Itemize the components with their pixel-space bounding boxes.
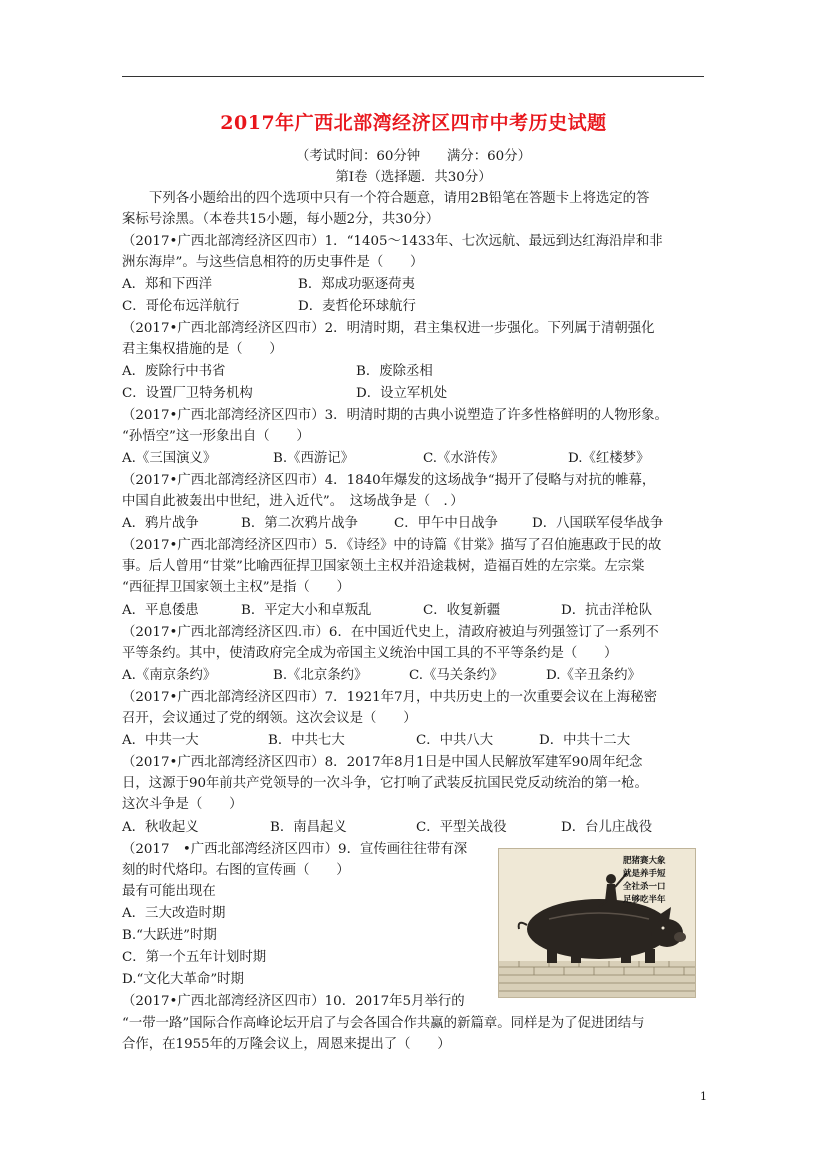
q1-option-d: D．麦哲伦环球航行 [298, 299, 416, 314]
q6-option-a: A.《南京条约》 [122, 668, 217, 683]
q3-option-b: B.《西游记》 [273, 451, 355, 466]
q1-option-a: A．郑和下西洋 [122, 277, 213, 292]
question-3-line-1: （2017•广西北部湾经济区四市）3．明清时期的古典小说塑造了许多性格鲜明的人物形象。 [122, 408, 668, 423]
q8-option-b: B．南昌起义 [270, 820, 347, 835]
question-8-line-1: （2017•广西北部湾经济区四市）8．2017年8月1日是中国人民解放军建军90周年纪念 [122, 755, 643, 770]
question-10-line-3: 合作，在1955年的万隆会议上，周恩来提出了（ ） [122, 1037, 451, 1052]
question-4-line-1: （2017•广西北部湾经济区四市）4．1840年爆发的这场战争“揭开了侵略与对抗的帷幕， [122, 473, 656, 488]
q6-option-d: D.《辛丑条约》 [546, 668, 641, 683]
instructions-line-1: 下列各小题给出的四个选项中只有一个符合题意，请用2B铅笔在答题卡上将选定的答 [149, 191, 650, 206]
q3-option-d: D.《红楼梦》 [568, 451, 650, 466]
q7-option-d: D．中共十二大 [539, 733, 631, 748]
q9-option-c: C．第一个五年计划时期 [122, 950, 267, 965]
q9-option-d: D.“文化大革命”时期 [122, 972, 244, 987]
question-5-line-2: 事。后人曾用“甘棠”比喻西征捍卫国家领土主权并沿途栽树，造福百姓的左宗棠。左宗棠 [122, 559, 645, 574]
q6-option-b: B.《北京条约》 [273, 668, 368, 683]
question-4-line-2: 中国自此被轰出中世纪，进入近代”。 这场战争是（ ．） [122, 494, 464, 509]
q4-option-a: A．鸦片战争 [122, 516, 199, 531]
exam-info: （考试时间：60分钟 满分：60分） [296, 149, 531, 164]
q1-option-c: C．哥伦布远洋航行 [122, 299, 240, 314]
header-rule [122, 76, 704, 77]
q4-option-c: C．甲午中日战争 [394, 516, 498, 531]
q8-option-a: A．秋收起义 [122, 820, 199, 835]
question-9-line-3: 最有可能出现在 [122, 884, 216, 899]
q2-option-c: C．设置厂卫特务机构 [122, 386, 253, 401]
poster-line-2: 就是养手短 [623, 869, 666, 879]
question-7-line-1: （2017•广西北部湾经济区四市）7．1921年7月，中共历史上的一次重要会议在上海秘密 [122, 690, 657, 705]
q7-option-a: A．中共一大 [122, 733, 199, 748]
poster-line-4: 足够吃半年 [623, 895, 666, 905]
question-3-line-2: “孙悟空”这一形象出自（ ） [122, 429, 310, 444]
question-8-line-2: 日，这源于90年前共产党领导的一次斗争，它打响了武装反抗国民党反动统治的第一枪。 [122, 776, 648, 791]
q8-option-d: D．台儿庄战役 [561, 820, 653, 835]
question-7-line-2: 召开，会议通过了党的纲领。这次会议是（ ） [122, 711, 417, 726]
q2-option-d: D．设立军机处 [356, 386, 448, 401]
q7-option-b: B．中共七大 [268, 733, 345, 748]
q1-option-b: B．郑成功驱逐荷夷 [298, 277, 415, 292]
poster-caption [623, 855, 693, 907]
document-title: 2017年广西北部湾经济区四市中考历史试题 [220, 112, 607, 134]
q6-option-c: C.《马关条约》 [409, 668, 504, 683]
q7-option-c: C．中共八大 [416, 733, 494, 748]
section-heading: 第Ⅰ卷（选择题．共30分） [335, 170, 492, 185]
question-1-line-2: 洲东海岸”。与这些信息相符的历史事件是（ ） [122, 255, 424, 270]
question-5-line-1: （2017•广西北部湾经济区四市）5．《诗经》中的诗篇《甘棠》描写了召伯施惠政于民的故 [122, 538, 662, 553]
question-1-line-1: （2017•广西北部湾经济区四市）1．“1405～1433年、七次远航、最远到达红海沿岸和非 [122, 234, 663, 249]
q2-option-b: B．废除丞相 [356, 364, 433, 379]
q8-option-c: C．平型关战役 [416, 820, 507, 835]
question-2-line-1: （2017•广西北部湾经济区四市）2．明清时期，君主集权进一步强化。下列属于清朝强化 [122, 321, 655, 336]
question-6-line-1: （2017•广西北部湾经济区四.市）6．在中国近代史上，清政府被迫与列强签订了一系列不 [122, 625, 659, 640]
q3-option-c: C.《水浒传》 [423, 451, 504, 466]
q3-option-a: A.《三国演义》 [122, 451, 217, 466]
q9-option-a: A．三大改造时期 [122, 906, 226, 921]
question-9-line-2: 刻的时代烙印。右图的宣传画（ ） [122, 863, 350, 878]
question-5-line-3: “西征捍卫国家领土主权”是指（ ） [122, 580, 350, 595]
q4-option-b: B．第二次鸦片战争 [241, 516, 358, 531]
question-9-line-1: （2017 •广西北部湾经济区四市）9．宣传画往往带有深 [122, 842, 468, 857]
q5-option-b: B．平定大小和卓叛乱 [241, 603, 372, 618]
q9-option-b: B.“大跃进”时期 [122, 928, 217, 943]
poster-line-1: 肥猪赛大象 [623, 856, 666, 866]
question-10-line-2: “一带一路”国际合作高峰论坛开启了与会各国合作共赢的新篇章。同样是为了促进团结与 [122, 1016, 645, 1031]
instructions-line-2: 案标号涂黑。（本卷共15小题，每小题2分，共30分） [122, 212, 440, 227]
q2-option-a: A．废除行中书省 [122, 364, 226, 379]
question-6-line-2: 平等条约。其中，使清政府完全成为帝国主义统治中国工具的不平等条约是（ ） [122, 646, 618, 661]
page-number: 1 [700, 1090, 707, 1103]
q5-option-a: A．平息倭患 [122, 603, 199, 618]
pig-poster-image [498, 848, 696, 998]
poster-line-3: 全社杀一口 [623, 882, 666, 892]
question-8-line-3: 这次斗争是（ ） [122, 797, 243, 812]
question-2-line-2: 君主集权措施的是（ ） [122, 342, 283, 357]
q5-option-c: C．收复新疆 [423, 603, 501, 618]
q4-option-d: D．八国联军侵华战争 [532, 516, 664, 531]
question-10-line-1: （2017•广西北部湾经济区四市）10．2017年5月举行的 [122, 994, 465, 1009]
q5-option-d: D．抗击洋枪队 [561, 603, 653, 618]
